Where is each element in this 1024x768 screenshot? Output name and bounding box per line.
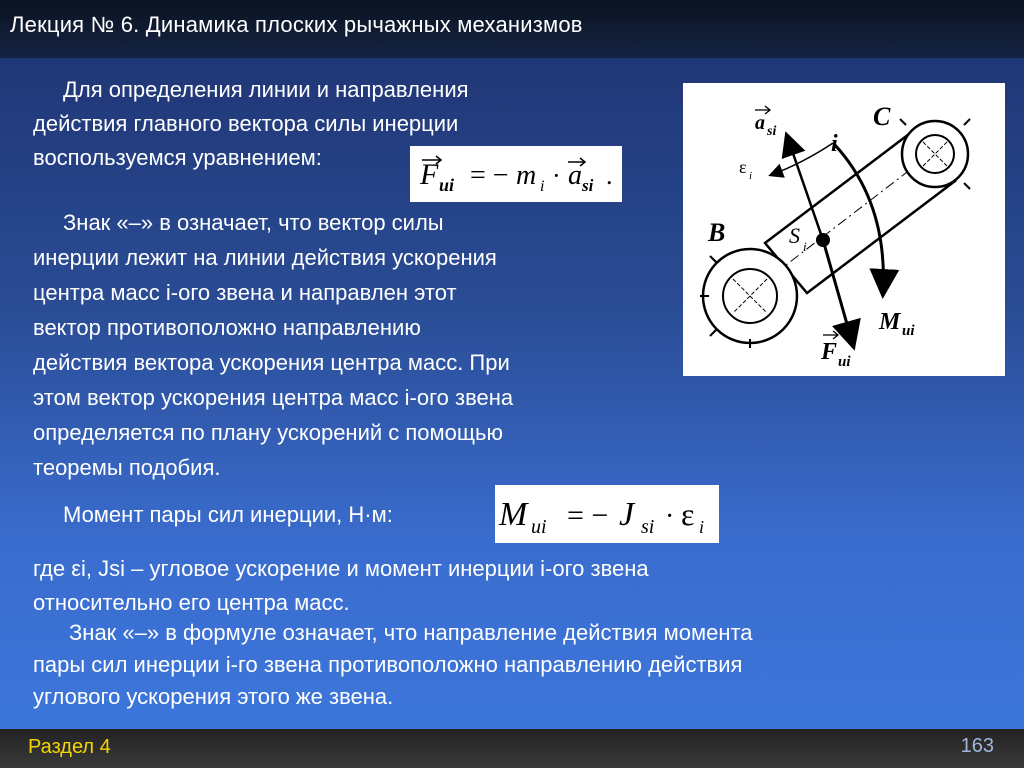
formula-dot: · [552, 161, 561, 190]
label-b: B [708, 218, 726, 247]
label-m-sub: ui [902, 323, 915, 339]
paragraph-moment-sign [33, 617, 753, 713]
label-c: C [873, 102, 891, 131]
text-line: действия главного вектора силы инерции [33, 111, 459, 136]
label-eps-sub: i [749, 170, 753, 182]
footer-bar [0, 729, 1024, 768]
formula-j-sub: si [641, 516, 655, 538]
formula-eq: = − [567, 499, 609, 532]
label-m: M [879, 309, 901, 335]
text-line: определяется по плану ускорений с помощью [33, 420, 503, 445]
formula-j: J [619, 496, 635, 533]
text-line: центра масс i-ого звена и направлен этот [33, 280, 457, 305]
text-line: теоремы подобия. [33, 455, 221, 480]
formula-dot: · [665, 501, 675, 532]
label-a: a [755, 112, 765, 134]
text-line: Для определения линии и направления [63, 77, 469, 102]
paragraph-definitions [33, 552, 649, 620]
moment-label: Момент пары сил инерции, Н·м: [63, 502, 393, 527]
label-f-sub: ui [838, 354, 851, 370]
link-diagram [683, 83, 1005, 376]
inertia-moment-formula-graphic [495, 485, 719, 543]
formula-eps: ε [681, 496, 695, 532]
center-of-mass-point [816, 233, 830, 247]
text-line: действия вектора ускорения центра масс. При [33, 350, 510, 375]
formula-a: a [568, 160, 582, 191]
formula-period: . [606, 161, 613, 190]
inertia-force-formula [410, 146, 622, 202]
page-number: 163 [960, 735, 994, 757]
header-bar [0, 0, 1024, 58]
slide-title: Лекция № 6. Динамика плоских рычажных механизмов [10, 12, 583, 37]
text-line: углового ускорения этого же звена. [33, 684, 394, 709]
link-mechanism-figure [683, 83, 1005, 376]
angular-acceleration-arc [771, 143, 833, 175]
label-a-sub: si [767, 124, 777, 139]
label-s: S [789, 223, 800, 248]
joint-b [700, 249, 797, 348]
inertia-force-formula-graphic [410, 146, 622, 202]
formula-eq: = − [470, 160, 509, 191]
text-line: инерции лежит на линии действия ускорения [33, 245, 497, 270]
text-line: Знак «–» в формуле означает, что направление действия момента [69, 620, 753, 645]
text-line: воспользуемся уравнением: [33, 145, 322, 170]
label-i: i [831, 131, 838, 157]
formula-f: F [420, 158, 439, 191]
text-line: пары сил инерции i-го звена противоположно направлению действия [33, 652, 743, 677]
label-s-sub: i [803, 239, 807, 254]
label-eps: ε [739, 157, 747, 177]
text-line: где εi, Jsi – угловое ускорение и момент инерции i-ого звена [33, 556, 649, 581]
label-f: F [821, 339, 838, 365]
text-line: относительно его центра масс. [33, 590, 350, 615]
formula-m: m [516, 160, 537, 191]
formula-a-sub: si [582, 176, 594, 195]
paragraph-intro [33, 73, 469, 175]
formula-m: M [499, 496, 528, 533]
inertia-moment-formula [495, 485, 719, 543]
text-line: этом вектор ускорения центра масс i-ого звена [33, 385, 514, 410]
formula-f-sub: ui [439, 175, 455, 195]
formula-eps-sub: i [699, 517, 705, 537]
text-line: Знак «–» в означает, что вектор силы [63, 210, 444, 235]
paragraph-sign-meaning [33, 205, 513, 485]
formula-m-sub: i [540, 178, 545, 195]
section-label: Раздел 4 [28, 736, 111, 758]
text-line: вектор противоположно направлению [33, 315, 421, 340]
formula-m-sub: ui [531, 516, 547, 538]
